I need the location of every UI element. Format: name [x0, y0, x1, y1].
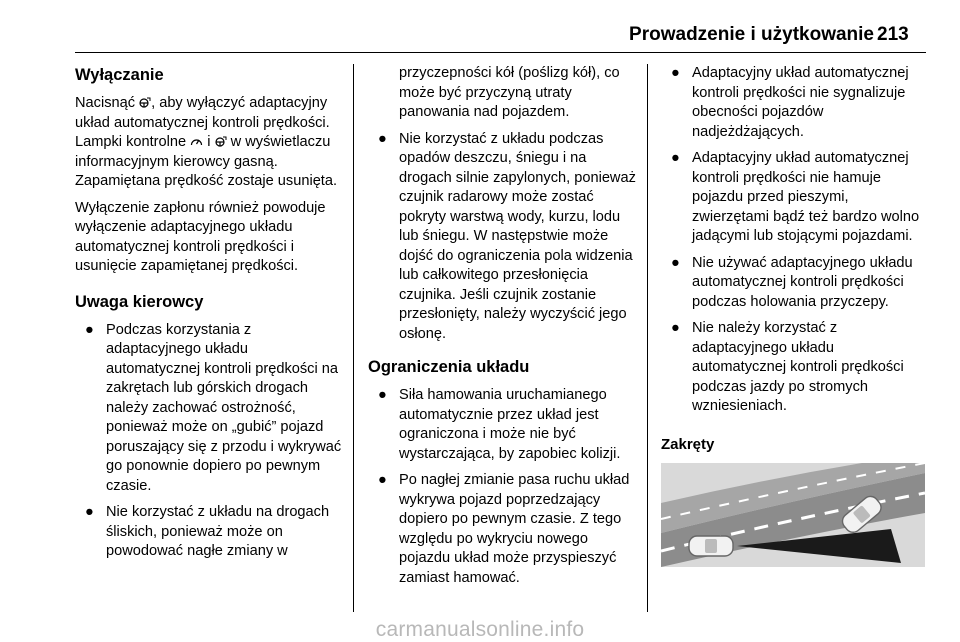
- bullet-list-column-3: [661, 64, 927, 417]
- bullet-icon: ●: [671, 150, 680, 166]
- list-item-text: Nie korzystać z układu na drogach śliskich, ponieważ może on powodować nagłe zmiany w: [106, 504, 330, 559]
- list-item-text: Nie używać adaptacyjnego układu automatycznej kontroli prędkości podczas holowania przyczepy.: [692, 254, 913, 310]
- section-heading-zakrety: Zakręty: [661, 435, 715, 453]
- text-segment: w wyświetlaczu informacyjnym kierowcy gasną. Zapamiętana prędkość zostaje usunięta.: [75, 134, 338, 189]
- section-heading-ograniczenia: Ograniczenia układu: [368, 358, 530, 376]
- speedometer-cruise-icon: [190, 135, 203, 150]
- steering-wheel-cruise-icon: [139, 96, 151, 111]
- bullet-icon: ●: [378, 130, 387, 147]
- header-divider: [75, 52, 926, 53]
- paragraph-wylaczanie: [75, 94, 345, 192]
- list-item-text: Siła hamowania uruchamianego automatycznie przez układ jest ograniczona i może nie być wystarczająca, by zapobiec kolizji.: [399, 387, 621, 462]
- section-heading-uwaga: Uwaga kierowcy: [75, 292, 204, 311]
- list-item: [661, 319, 927, 417]
- continuation-text: przyczepności kół (poślizg kół), co może być przyczyną utraty panowania nad pojazdem.: [399, 65, 620, 120]
- bullet-icon: ●: [378, 472, 387, 488]
- bullet-list-weather: [368, 130, 636, 345]
- list-item: [661, 64, 927, 142]
- column-3: [661, 64, 927, 567]
- list-item: [368, 471, 636, 588]
- bullet-icon: ●: [671, 254, 680, 271]
- bullet-icon: ●: [378, 387, 387, 403]
- bullet-list-ograniczenia: [368, 386, 636, 588]
- column-divider-1: [353, 64, 354, 612]
- list-item: [368, 386, 636, 464]
- list-item-text: Adaptacyjny układ automatycznej kontroli prędkości nie hamuje pojazdu przed pieszymi, zwierzętami bądź też bardzo wolno jadącymi lub stojącymi pojazdami.: [692, 150, 920, 244]
- header-title: Prowadzenie i użytkowanie: [629, 24, 874, 45]
- list-item-text: Nie korzystać z układu podczas opadów deszczu, śniegu i na drogach silnie zapylonych, ponieważ czujnik radarowy może zostać pokryty warstwą wody, kurzu, lodu lub śniegu. W następstwie może dojść do ograniczenia pola widzenia lub całkowitego przesłonięcia czujnika. Jeśli czujnik zostanie przesłonięty, należy wyczyścić jego osłonę.: [399, 130, 636, 342]
- text-segment: , aby wyłączyć adaptacyjny układ automatycznej kontroli prędkości. Lampki kontrolne: [75, 95, 330, 150]
- text-segment: i: [207, 134, 211, 150]
- list-item-text: Po nagłej zmianie pasa ruchu układ wykrywa pojazd poprzedzający dopiero po pewnym czasie. Z tego względu po wykryciu nowego pojazdu układ może przyspieszyć zamiast hamować.: [399, 472, 630, 586]
- list-item: [661, 149, 927, 247]
- list-item: [368, 130, 636, 345]
- bullet-icon: ●: [85, 321, 94, 338]
- list-item: [661, 254, 927, 313]
- bullet-icon: ●: [85, 504, 94, 520]
- column-2: [368, 64, 636, 600]
- text-segment: Nacisnąć: [75, 95, 136, 111]
- bullet-list-uwaga: [75, 321, 345, 562]
- bullet-icon: ●: [671, 65, 680, 81]
- curve-radar-illustration: [661, 463, 925, 567]
- list-item-text: Nie należy korzystać z adaptacyjnego układu automatycznej kontroli prędkości podczas jazdy po stromych wzniesieniach.: [692, 320, 904, 414]
- bullet-icon: ●: [671, 320, 680, 336]
- list-item-text: Podczas korzystania z adaptacyjnego układu automatycznej kontroli prędkości na zakrętach lub górskich drogach należy zachować ostrożność, ponieważ może on „gubić” pojazd poruszający się z przodu i wykrywać go ponownie dopiero po pewnym czasie.: [106, 321, 342, 494]
- list-item: [75, 503, 345, 562]
- steering-wheel-cruise-icon: [215, 135, 227, 150]
- list-item: [75, 321, 345, 497]
- column-1: [75, 64, 345, 574]
- page-number: 213: [877, 24, 909, 45]
- watermark: carmanualsonline.info: [375, 618, 585, 641]
- section-heading-wylaczanie: Wyłączanie: [75, 66, 164, 84]
- paragraph-ignition: Wyłączenie zapłonu również powoduje wyłączenie adaptacyjnego układu automatycznej kontroli prędkości i usunięcie zapamiętanej prędkości.: [75, 199, 326, 274]
- list-item-text: Adaptacyjny układ automatycznej kontroli prędkości nie sygnalizuje obecności pojazdów nadjeżdżających.: [692, 65, 909, 140]
- column-divider-2: [647, 64, 648, 612]
